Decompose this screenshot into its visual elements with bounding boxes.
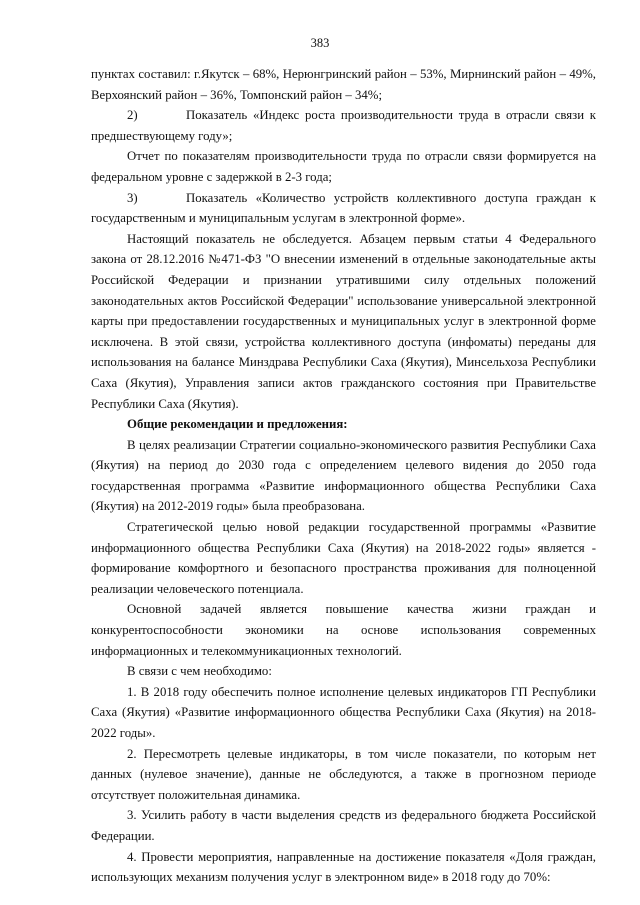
paragraph-necessary: В связи с чем необходимо:	[127, 664, 272, 679]
paragraph-strategy: В целях реализации Стратегии социально-экономического развития Республики Саха (Якутия) на период до 2030 года с определением целевого видения до 2050 года государственная программа «Развитие информационного общества Республики Саха (Якутия) на 2012-2019 годы» была преобразована.	[91, 437, 596, 514]
recommendation-3: 3. Усилить работу в части выделения средств из федерального бюджета Российской Федерации.	[91, 808, 596, 843]
paragraph-not-surveyed: Настоящий показатель не обследуется. Абзацем первым статьи 4 Федерального закона от 28.12.2016 №471-ФЗ "О внесении изменений в отдельные законодательные акты Российской Федерации и признании утратившими силу отдельных положений законодательных актов Российской Федерации" использование универсальной электронной карты при предоставлении государственных и муниципальных услуг в электронной форме исключена. В этой связи, устройства коллективного доступа (инфоматы) переданы для использования на балансе Минздрава Республики Саха (Якутия), Минсельхоза Республики Саха (Якутия), Управления записи актов гражданского состояния при Правительстве Республики Саха (Якутия).	[91, 231, 596, 411]
document-body	[91, 64, 596, 888]
section-heading: Общие рекомендации и предложения:	[127, 417, 348, 432]
recommendation-4: 4. Провести мероприятия, направленные на достижение показателя «Доля граждан, использующих механизм получения услуг в электронном виде» в 2018 году до 70%:	[91, 849, 596, 885]
page-number: 383	[310, 36, 330, 50]
recommendation-2: 2. Пересмотреть целевые индикаторы, в том числе показатели, по которым нет данных (нулевое значение), данные не обследуются, а также в прогнозном периоде отсутствует положительная динамика.	[91, 746, 596, 802]
list-item-3	[91, 188, 596, 229]
list-item-2-text: Показатель «Индекс роста производительности труда в отрасли связи к предшествующему году»;	[91, 108, 596, 143]
list-item-3-text: Показатель «Количество устройств коллективного доступа граждан к государственным и муниципальным услугам в электронной форме».	[91, 190, 596, 226]
paragraph-strategic-goal: Стратегической целью новой редакции государственной программы «Развитие информационного общества Республики Саха (Якутия) на 2018-2022 годы» является - формирование комфортного и безопасного пространства проживания для полноценной реализации человеческого потенциала.	[91, 520, 596, 596]
paragraph-continuation: пунктах составил: г.Якутск – 68%, Нерюнгринский район – 53%, Мирнинский район – 49%, Верхоянский район – 36%, Томпонский район – 34%;	[91, 67, 596, 102]
paragraph-report-note: Отчет по показателям производительности труда по отрасли связи формируется на федеральном уровне с задержкой в 2-3 года;	[91, 149, 596, 184]
list-marker-3: 3)	[127, 190, 138, 205]
list-item-2	[91, 105, 596, 146]
list-marker-2: 2)	[127, 108, 138, 123]
paragraph-main-task: Основной задачей является повышение качества жизни граждан и конкурентоспособности экономики на основе использования современных информационных и телекоммуникационных технологий.	[91, 602, 596, 658]
recommendation-1: 1. В 2018 году обеспечить полное исполнение целевых индикаторов ГП Республики Саха (Якутия) «Развитие информационного общества Республики Саха (Якутия) на 2018-2022 годы».	[91, 684, 596, 740]
